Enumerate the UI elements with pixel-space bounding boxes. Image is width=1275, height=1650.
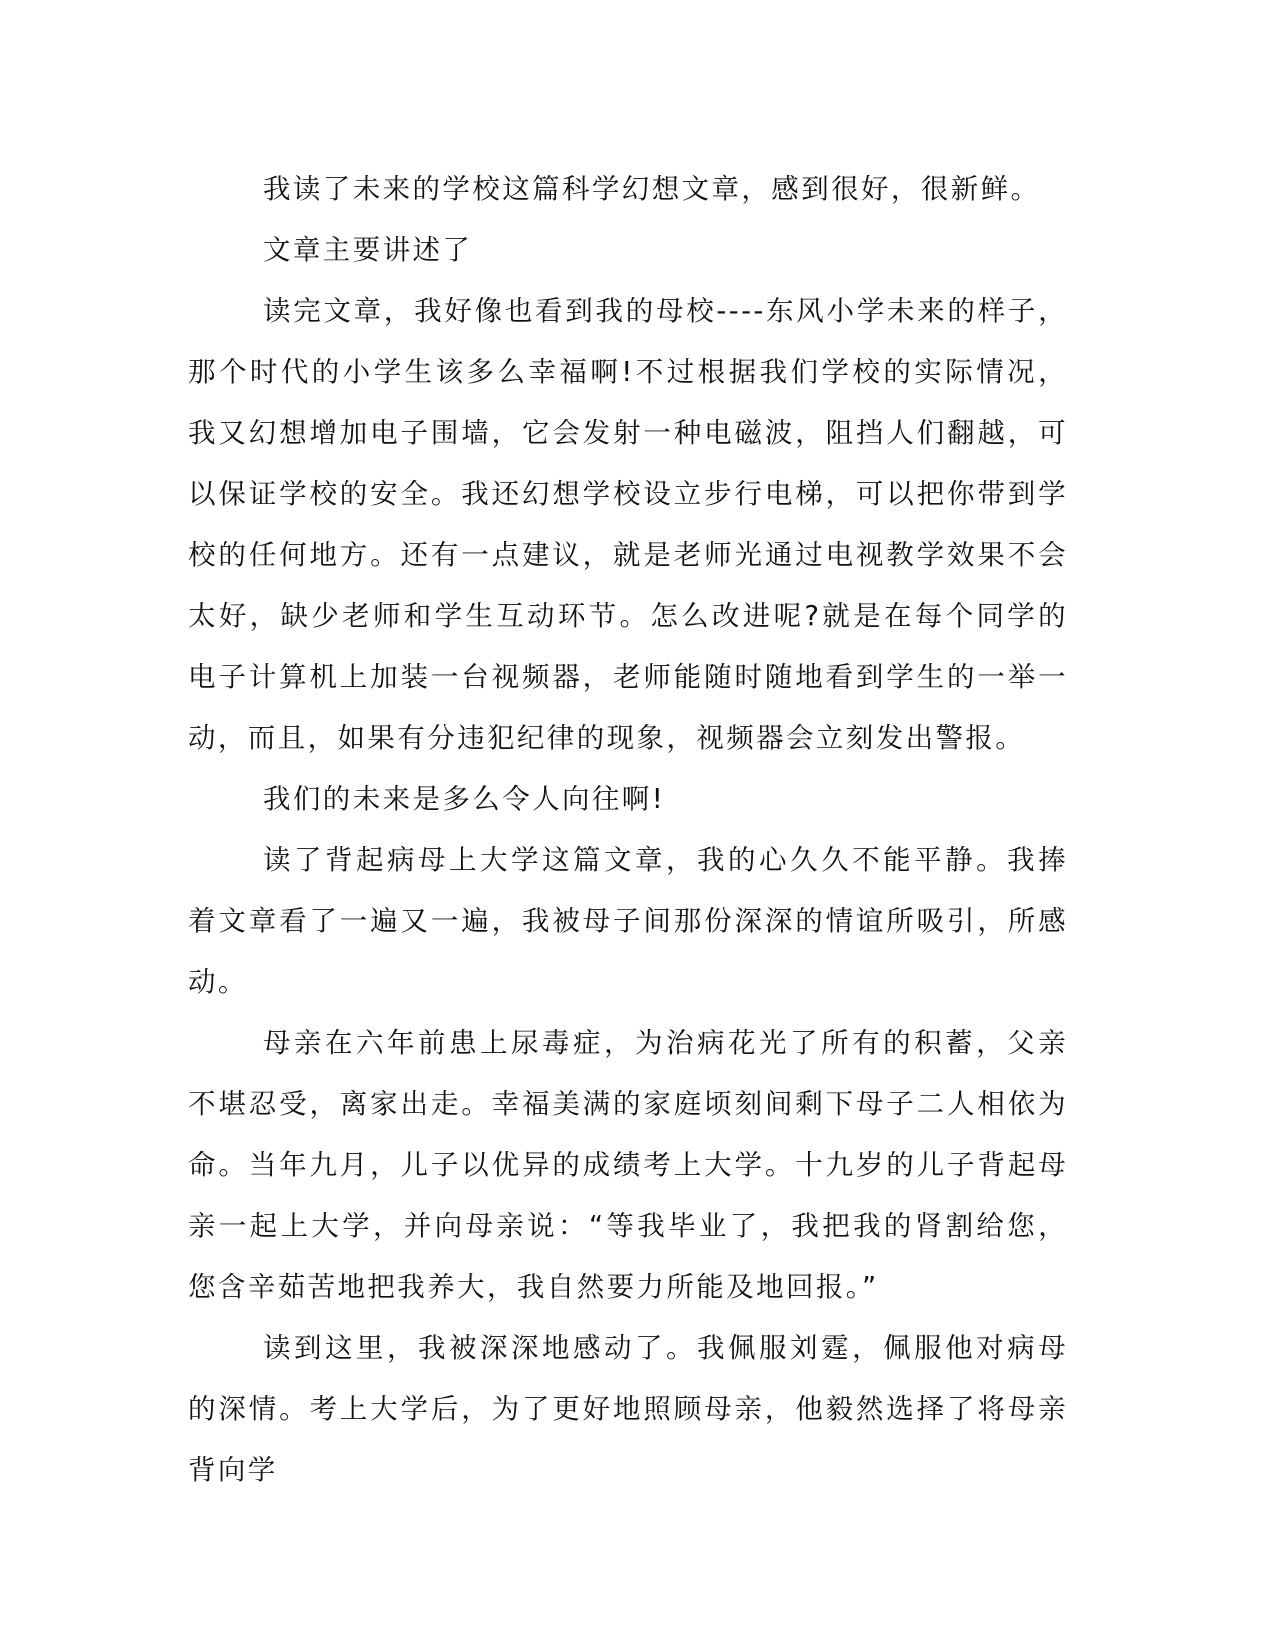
- paragraph-4: 我们的未来是多么令人向往啊!: [263, 783, 666, 815]
- paragraph-7: 读到这里，我被深深地感动了。我佩服刘霆，佩服他对病母的深情。考上大学后，为了更好地照顾母亲，他毅然选择了将母亲背向学: [188, 1332, 1068, 1486]
- paragraph-3: 读完文章，我好像也看到我的母校----东风小学未来的样子，那个时代的小学生该多么幸福啊!不过根据我们学校的实际情况，我又幻想增加电子围墙，它会发射一种电磁波，阻挡人们翻越，可以保证学校的安全。我还幻想学校设立步行电梯，可以把你带到学校的任何地方。还有一点建议，就是老师光通过电视教学效果不会太好，缺少老师和学生互动环节。怎么改进呢?就是在每个同学的电子计算机上加装一台视频器，老师能随时随地看到学生的一举一动，而且，如果有分违犯纪律的现象，视频器会立刻发出警报。: [188, 295, 1068, 754]
- document-body: [188, 159, 1068, 1501]
- paragraph-6: 母亲在六年前患上尿毒症，为治病花光了所有的积蓄，父亲不堪忍受，离家出走。幸福美满的家庭顷刻间剩下母子二人相依为命。当年九月，儿子以优异的成绩考上大学。十九岁的儿子背起母亲一起上大学，并向母亲说：“等我毕业了，我把我的肾割给您，您含辛茹苦地把我养大，我自然要力所能及地回报。”: [188, 1027, 1068, 1303]
- paragraph-5: 读了背起病母上大学这篇文章，我的心久久不能平静。我捧着文章看了一遍又一遍，我被母子间那份深深的情谊所吸引，所感动。: [188, 844, 1068, 998]
- paragraph-2: 文章主要讲述了: [263, 234, 473, 266]
- paragraph-1: 我读了未来的学校这篇科学幻想文章，感到很好，很新鲜。: [263, 173, 1041, 205]
